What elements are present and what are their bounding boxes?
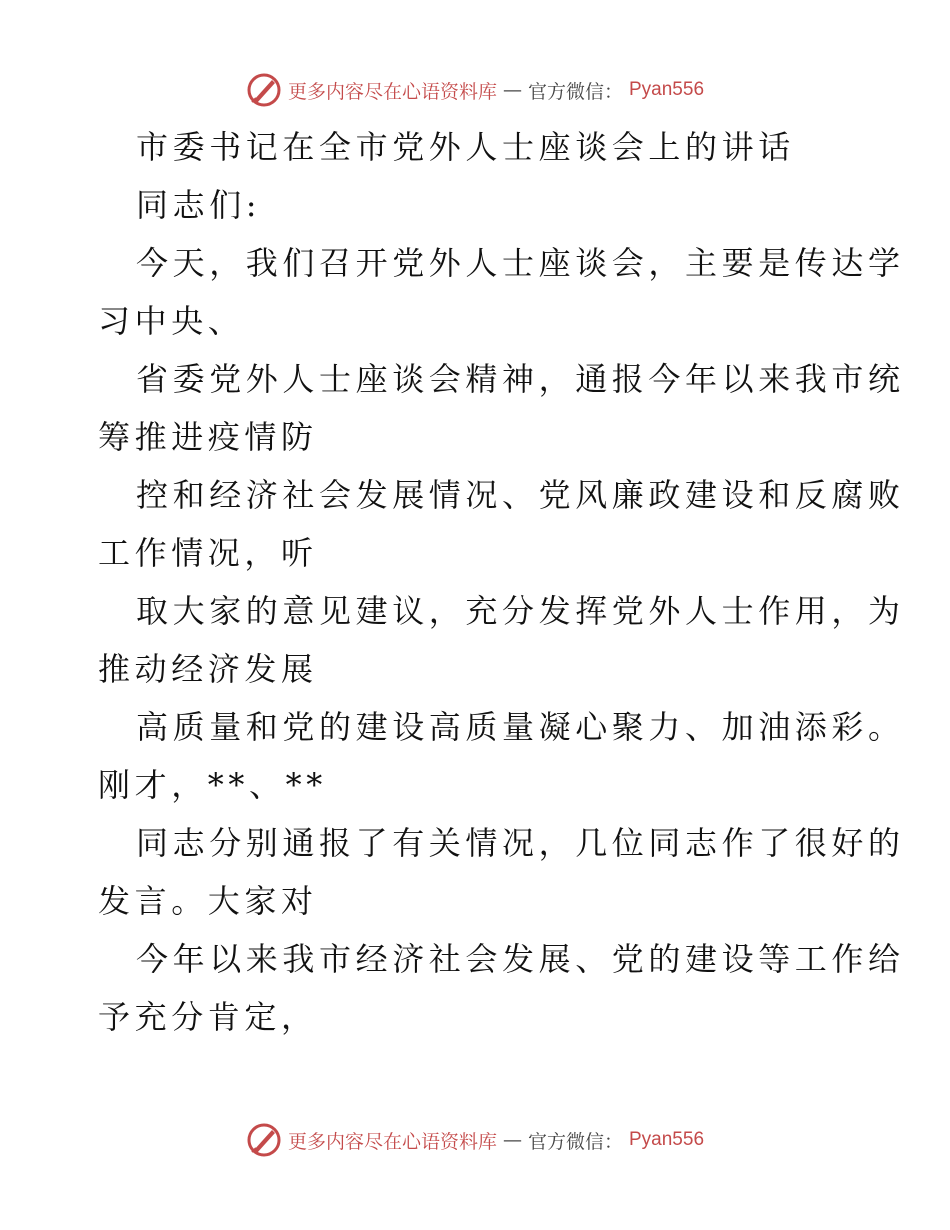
- paragraph-line: 取大家的意见建议，充分发挥党外人士作用，为: [136, 592, 905, 630]
- document-title: 市委书记在全市党外人士座谈会上的讲话: [136, 128, 795, 166]
- paragraph-line: 今天，我们召开党外人士座谈会，主要是传达学: [136, 244, 905, 282]
- banner-separator: —: [502, 1129, 522, 1151]
- paragraph-line: 同志们:: [136, 186, 262, 224]
- banner-separator: —: [502, 79, 522, 101]
- paragraph-line: 予充分肯定，: [98, 998, 318, 1036]
- banner-wechat-id: Pyan556: [629, 1129, 705, 1150]
- banner-wechat-id: Pyan556: [629, 79, 705, 100]
- paragraph-line: 推动经济发展: [98, 650, 318, 688]
- banner-text: 更多内容尽在心语资料库: [287, 80, 497, 103]
- paragraph-line: 控和经济社会发展情况、党风廉政建设和反腐败: [136, 476, 905, 514]
- footer-watermark-banner: [0, 1120, 950, 1160]
- paragraph-line: 高质量和党的建设高质量凝心聚力、加油添彩。: [136, 708, 905, 746]
- document-body: [98, 118, 905, 1046]
- paragraph-line: 刚才，**、**: [98, 766, 327, 804]
- paragraph-line: 习中央、: [98, 302, 245, 340]
- paragraph-line: 工作情况，听: [98, 534, 318, 572]
- paragraph-line: 同志分别通报了有关情况，几位同志作了很好的: [136, 824, 905, 862]
- paragraph-line: 今年以来我市经济社会发展、党的建设等工作给: [136, 940, 905, 978]
- quill-pen-logo-icon: [246, 1122, 282, 1158]
- quill-pen-logo-icon: [246, 72, 282, 108]
- header-watermark-banner: [0, 70, 950, 110]
- paragraph-line: 发言。大家对: [98, 882, 318, 920]
- banner-wechat-label: 官方微信：: [527, 80, 623, 103]
- banner-wechat-label: 官方微信：: [527, 1130, 623, 1153]
- paragraph-line: 筹推进疫情防: [98, 418, 318, 456]
- paragraph-line: 省委党外人士座谈会精神，通报今年以来我市统: [136, 360, 905, 398]
- banner-text: 更多内容尽在心语资料库: [287, 1130, 497, 1153]
